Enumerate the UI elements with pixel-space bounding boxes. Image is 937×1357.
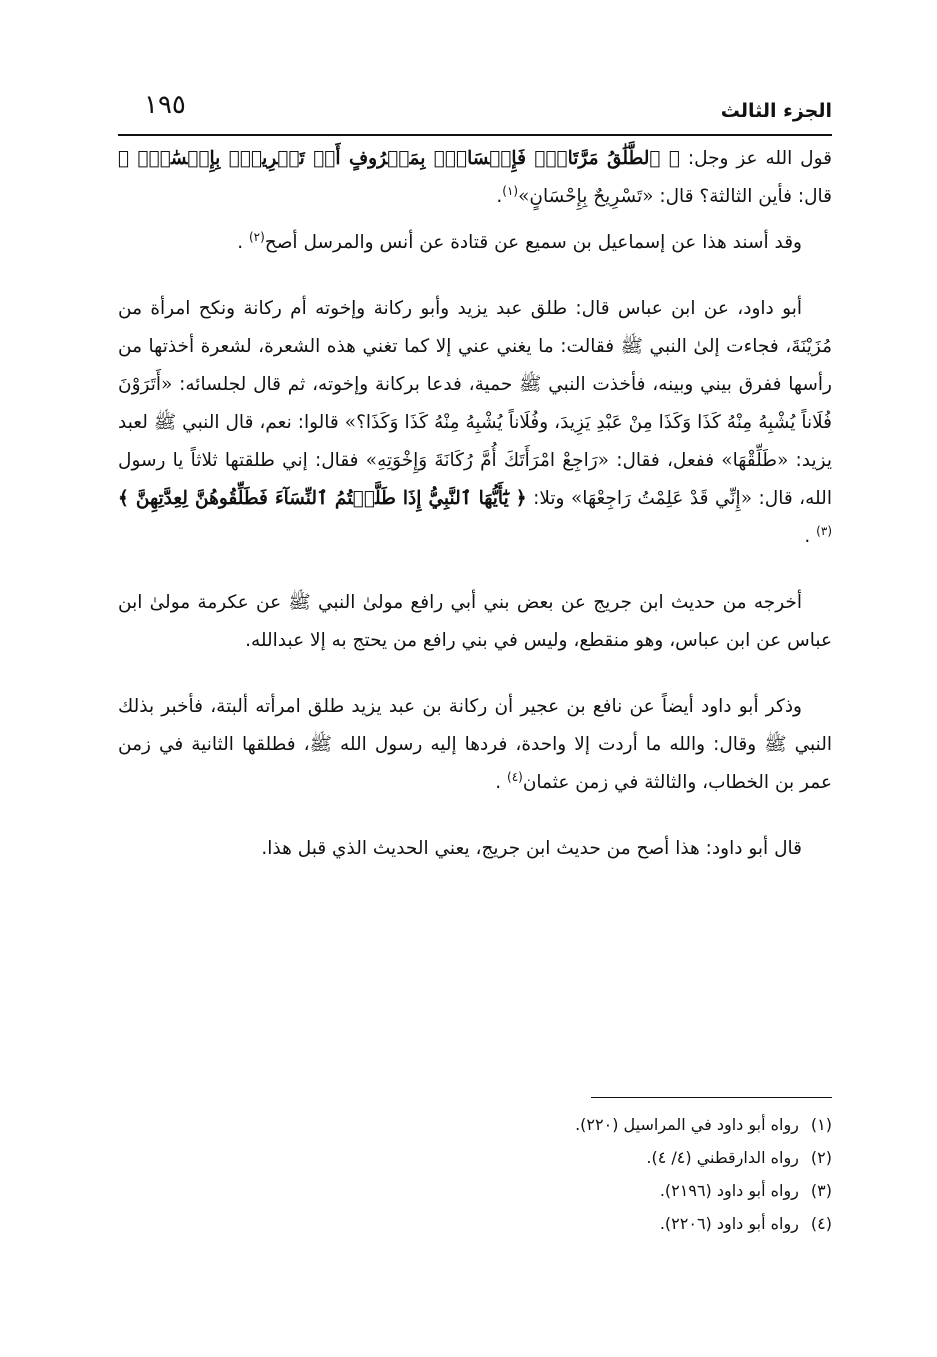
footnote-text: رواه أبو داود (٢١٩٦). [659,1181,799,1200]
footnote-1 [118,1108,832,1141]
running-head: الجزء الثالث [720,100,832,122]
footnote-number: (٢) [810,1148,832,1167]
page-number: ١٩٥ [144,90,186,120]
hadith-quote-3: «طَلِّقْهَا» [721,450,789,471]
paragraph-3-t1: أبو داود، عن ابن عباس قال: طلق عبد يزيد وأبو ركانة وإخوته أم ركانة ونكح امرأة من [118,298,802,319]
paragraph-2-end: . [237,232,249,253]
paragraph-1 [118,140,832,216]
paragraph-3 [118,290,832,556]
page-header [118,90,832,136]
paragraph-3-end: . [804,526,817,547]
hadith-quote-5: «إِنِّي قَدْ عَلِمْتُ رَاجِعْهَا» [570,488,753,509]
paragraph-2-text: وقد أسند هذا عن إسماعيل بن سميع عن قتادة عن أنس والمرسل أصح [264,232,802,253]
footnote-number: (٤) [810,1214,832,1233]
paragraph-1-end: . [496,186,503,207]
footnote-text: رواه أبو داود في المراسيل (٢٢٠). [575,1115,799,1134]
paragraph-3-t3: قالوا: نعم، قال النبي ﷺ لعبد يزيد: [118,412,832,471]
footnote-4 [118,1207,832,1240]
paragraph-5 [118,688,832,802]
footnote-number: (١) [810,1115,832,1134]
footnote-ref-3[interactable]: (٣) [816,523,832,538]
paragraph-3-t2: ، فجاءت إلىٰ النبي ﷺ فقالت: ما يغني عني إلا كما تغني هذه الشعرة، لشعرة أخذتها من رأسها ففرق بيني وبينه، فأخذت النبي ﷺ حمية، فدعا بركانة وإخوته، ثم قال لجلسائه: [118,336,832,395]
main-text [118,140,832,868]
footnote-2 [118,1141,832,1174]
footnote-number: (٣) [810,1181,832,1200]
footnote-text: رواه أبو داود (٢٢٠٦). [659,1214,799,1233]
paragraph-4 [118,584,832,660]
paragraph-2 [118,224,832,262]
tribe-name: مُزَيْنَةَ [791,336,832,357]
hadith-quote-4: «رَاجِعْ امْرَأَتَكَ أُمَّ رُكَانَةَ وَإِخْوَتِهِ» [365,450,609,471]
hadith-quote-1: «تَسْرِيحٌ بِإِحْسَانٍ» [518,186,654,207]
paragraph-4-text: أخرجه من حديث ابن جريج عن بعض بني أبي رافع مولىٰ النبي ﷺ عن عكرمة مولىٰ ابن عباس عن ابن عباس، وهو منقطع، وليس في بني رافع من يحتج به إلا عبدالله. [118,592,832,651]
paragraph-3-t4: ففعل، فقال: [608,450,722,471]
paragraph-6 [118,830,832,868]
footnote-ref-4[interactable]: (٤) [507,769,523,784]
footnote-ref-1[interactable]: (١) [502,183,519,198]
footnote-text: رواه الدارقطني (٤/ ٤). [646,1148,799,1167]
footnote-ref-2[interactable]: (٢) [248,229,265,244]
paragraph-3-t5: فقال: إني طلقتها ثلاثاً يا رسول الله، قال: [118,450,832,509]
quran-verse-1: ﴿ ٱلطَّلَٰقُ مَرَّتَانِۖ فَإِمۡسَاكُۢ بِمَعۡرُوفٍ أَوۡ تَسۡرِيحُۢ بِإِحۡسَٰنٖۗ ﴾ [118,148,680,169]
paragraph-5-text: وذكر أبو داود أيضاً عن نافع بن عجير أن ركانة بن عبد يزيد طلق امرأته ألبتة، فأخبر بذلك النبي ﷺ وقال: والله ما أردت إلا واحدة، فردها إليه رسول الله ﷺ، فطلقها الثانية في زمن عمر بن الخطاب، والثالثة في زمن عثمان [118,696,832,793]
quran-verse-2: ﴿ يَٰٓأَيُّهَا ٱلنَّبِيُّ إِذَا طَلَّقۡتُمُ ٱلنِّسَآءَ فَطَلِّقُوهُنَّ لِعِدَّتِهِنَّ ﴾ [118,488,527,509]
footnote-3 [118,1174,832,1207]
paragraph-1-intro: قول الله عز وجل: [679,148,832,169]
paragraph-3-t6: وتلا: [526,488,571,509]
paragraph-1-mid: قال: فأين الثالثة؟ قال: [653,186,832,207]
paragraph-6-text: قال أبو داود: هذا أصح من حديث ابن جريج، يعني الحديث الذي قبل هذا. [261,838,802,859]
footnote-divider [591,1097,832,1098]
hadith-quote-2: «أَتَرَوْنَ فُلَاناً يُشْبِهُ مِنْهُ كَذَا وَكَذَا مِنْ عَبْدِ يَزِيدَ، وفُلَاناً يُشْبِهُ مِنْهُ كَذَا وَكَذَا؟» [118,374,832,433]
footnotes [118,1108,832,1240]
paragraph-5-end: . [495,772,507,793]
